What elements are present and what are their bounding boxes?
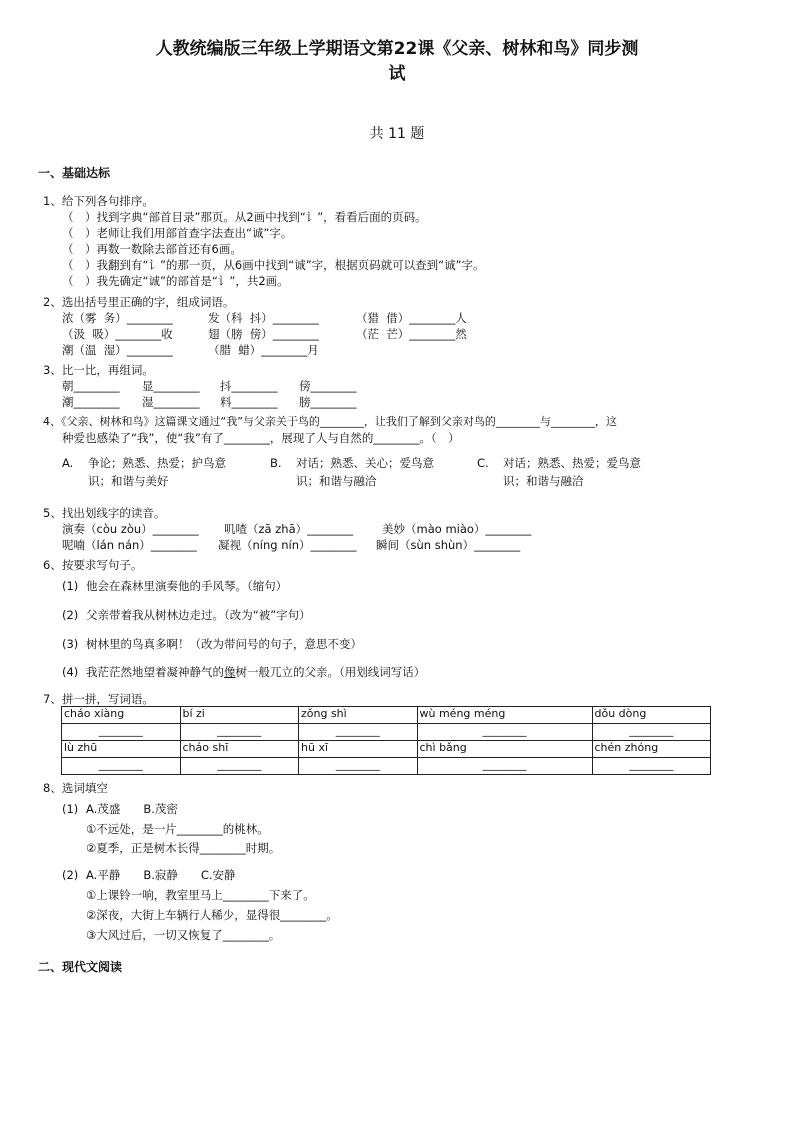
section-heading: 二、现代文阅读 — [38, 960, 123, 974]
pinyin-cell: chén zhóng — [592, 741, 711, 758]
option-text: 识；和谐与融洽 — [296, 474, 377, 488]
word-choice: 翅（膀 傍）________ — [208, 327, 319, 341]
pinyin-table — [61, 706, 711, 775]
answer-blank: ________ — [417, 758, 592, 775]
compare-word: 抖________ — [220, 379, 278, 393]
answer-blank: ________ — [180, 724, 299, 741]
word-options: A.茂盛 B.茂密 — [86, 802, 178, 816]
compare-word: 显________ — [142, 379, 200, 393]
word-choice: 浓（雾 务）________ — [62, 311, 173, 325]
word-choice: （汲 吸）________收 — [62, 327, 173, 341]
compare-word: 朝________ — [62, 379, 120, 393]
question-stem: 6、按要求写句子。 — [43, 558, 143, 572]
sub-num: (2) — [62, 608, 79, 622]
sub-num: (4) — [62, 665, 79, 679]
word-choice: （猎 借）________人 — [356, 311, 467, 325]
answer-blank: ________ — [299, 758, 418, 775]
word-choice: （腊 蜡）________月 — [208, 343, 319, 357]
compare-word: 潮________ — [62, 395, 120, 409]
word-choice: （茫 芒）________然 — [356, 327, 467, 341]
sub-text: 树林里的鸟真多啊！（改为带问号的句子，意思不变） — [86, 637, 362, 651]
pinyin-choice: 叽喳（zā zhā）________ — [224, 522, 354, 536]
question-stem: 3、比一比，再组词。 — [43, 363, 154, 377]
answer-blank: ________ — [592, 758, 711, 775]
pinyin-choice: 凝视（níng nín）________ — [218, 538, 357, 552]
word-choice: 潮（温 湿）________ — [62, 343, 173, 357]
underlined-word: 像 — [224, 665, 236, 679]
option-label: B. — [270, 456, 282, 470]
answer-blank: ________ — [62, 758, 181, 775]
sub-num: (1) — [62, 802, 79, 816]
sub-num: (2) — [62, 868, 79, 882]
option-label: C. — [477, 456, 489, 470]
question-stem: 4、《父亲、树林和鸟》这篇课文通过“我”与父亲关于鸟的________，让我们了解到父亲对鸟的________与________，这 — [43, 415, 617, 428]
question-stem-cont: 种爱也感染了“我”，使“我”有了________，展现了人与自然的________。（ ） — [62, 431, 460, 445]
question-stem: 2、选出括号里正确的字，组成词语。 — [43, 295, 235, 309]
option-text: 识；和谐与美好 — [88, 474, 169, 488]
fill-sentence: ①上课铃一响，教室里马上________下来了。 — [86, 888, 315, 902]
fill-sentence: ①不远处，是一片________的桃林。 — [86, 822, 269, 836]
order-item: （ ）我先确定“诚”的部首是“讠”，共2画。 — [62, 274, 289, 288]
pinyin-cell: chì bǎng — [417, 741, 592, 758]
answer-blank: ________ — [180, 758, 299, 775]
pinyin-choice: 瞬间（sùn shùn）________ — [376, 538, 521, 552]
pinyin-cell: cháo xiàng — [62, 707, 181, 724]
fill-sentence: ②夏季，正是树木长得________时期。 — [86, 841, 281, 855]
word-options: A.平静 B.寂静 C.安静 — [86, 868, 236, 882]
pinyin-cell: hū xī — [299, 741, 418, 758]
option-text: 争论；熟悉、热爱；护鸟意 — [88, 456, 226, 470]
question-stem: 5、找出划线字的读音。 — [43, 506, 166, 520]
option-text: 对话；熟悉、热爱；爱鸟意 — [503, 456, 641, 470]
word-choice: 发（科 抖）________ — [208, 311, 319, 325]
sub-text: 我茫茫然地望着凝神静气的像树一般兀立的父亲。（用划线词写话） — [86, 665, 426, 679]
answer-blank: ________ — [62, 724, 181, 741]
option-text: 对话；熟悉、关心；爱鸟意 — [296, 456, 434, 470]
answer-blank: ________ — [417, 724, 592, 741]
pinyin-cell: bí zi — [180, 707, 299, 724]
order-item: （ ）再数一数除去部首还有6画。 — [62, 242, 242, 256]
option-text: 识；和谐与融洽 — [503, 474, 584, 488]
sub-text: 父亲带着我从树林边走过。（改为“被”字句） — [86, 608, 311, 622]
pinyin-choice: 呢喃（lán nán）________ — [62, 538, 197, 552]
question-stem: 8、选词填空 — [43, 781, 108, 795]
fill-sentence: ③大风过后，一切又恢复了________。 — [86, 928, 281, 942]
question-count: 共 11 题 — [369, 126, 425, 142]
pinyin-cell: lù zhū — [62, 741, 181, 758]
order-item: （ ）老师让我们用部首查字法查出“诚”字。 — [62, 226, 293, 240]
compare-word: 傍________ — [299, 379, 357, 393]
order-item: （ ）找到字典“部首目录”那页。从2画中找到“讠”，看看后面的页码。 — [62, 210, 427, 224]
compare-word: 湿________ — [142, 395, 200, 409]
pinyin-cell: dǒu dòng — [592, 707, 711, 724]
pinyin-cell: zǒng shì — [299, 707, 418, 724]
pinyin-cell: cháo shī — [180, 741, 299, 758]
sub-num: (3) — [62, 637, 79, 651]
sub-num: (1) — [62, 579, 79, 593]
fill-sentence: ②深夜，大街上车辆行人稀少，显得很________。 — [86, 908, 338, 922]
pinyin-choice: 演奏（còu zòu）________ — [62, 522, 199, 536]
question-stem: 1、给下列各句排序。 — [43, 194, 154, 208]
compare-word: 料________ — [220, 395, 278, 409]
pinyin-cell: wù méng méng — [417, 707, 592, 724]
pinyin-choice: 美妙（mào miào）________ — [382, 522, 532, 536]
page-title-line2: 试 — [388, 64, 406, 84]
sub-text: 他会在森林里演奏他的手风琴。（缩句） — [86, 579, 288, 593]
question-stem: 7、拼一拼，写词语。 — [43, 692, 154, 706]
answer-blank: ________ — [299, 724, 418, 741]
compare-word: 膀________ — [299, 395, 357, 409]
answer-blank: ________ — [592, 724, 711, 741]
section-heading: 一、基础达标 — [38, 166, 111, 180]
order-item: （ ）我翻到有“讠”的那一页，从6画中找到“诚”字，根据页码就可以查到“诚”字。 — [62, 258, 485, 272]
option-label: A. — [62, 456, 74, 470]
page-title-line1: 人教统编版三年级上学期语文第22课《父亲、树林和鸟》同步测 — [155, 39, 639, 59]
